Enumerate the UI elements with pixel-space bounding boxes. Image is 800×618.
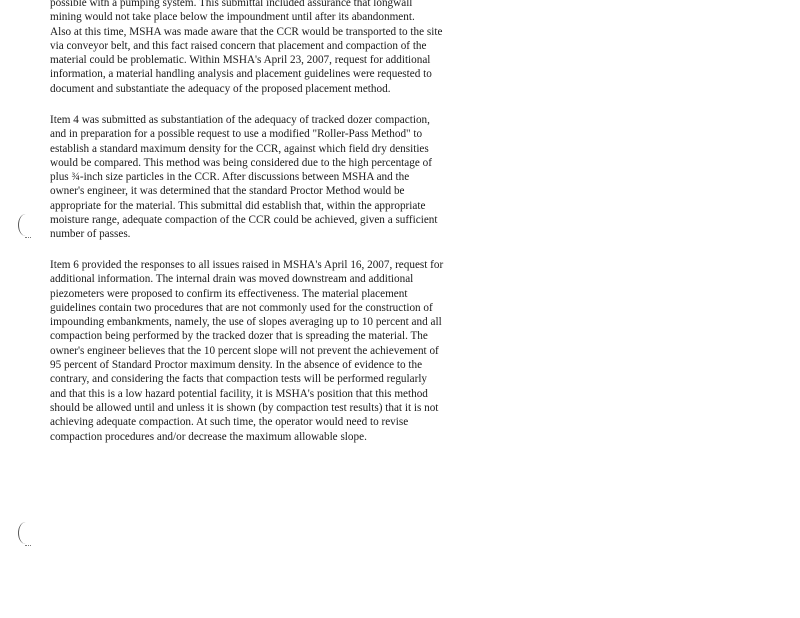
binder-hole-mark xyxy=(18,214,33,236)
text-line: piezometers were proposed to confirm its effectiveness. The material placement xyxy=(50,287,408,300)
binder-hole-mark xyxy=(18,522,33,544)
text-line: document and substantiate the adequacy of the proposed placement method. xyxy=(50,82,391,95)
text-line: information, a material handling analysis and placement guidelines were requested to xyxy=(50,68,432,81)
text-line: and in preparation for a possible request to use a modified "Roller-Pass Method" to xyxy=(50,128,423,141)
text-line: compaction being performed by the tracked dozer that is spreading the material. The xyxy=(50,330,428,343)
text-line: number of passes. xyxy=(50,228,131,241)
text-line: additional information. The internal drain was moved downstream and additional xyxy=(50,273,414,286)
text-line: establish a standard maximum density for the CCR, against which field dry densities xyxy=(50,142,429,155)
text-line: achieving adequate compaction. At such time, the operator would need to revise xyxy=(50,416,409,429)
text-line: 95 percent of Standard Proctor maximum density. In the absence of evidence to the xyxy=(50,359,423,372)
text-line: impounding embankments, namely, the use of slopes averaging up to 10 percent and all xyxy=(50,316,442,329)
text-line: Item 4 was submitted as substantiation of the adequacy of tracked dozer compaction, xyxy=(50,114,430,126)
text-line: owner's engineer, it was determined that the standard Proctor Method would be xyxy=(50,185,405,198)
text-line: plus ¾-inch size particles in the CCR. After discussions between MSHA and the xyxy=(50,171,410,184)
paragraph-pumping-system xyxy=(50,0,510,96)
text-line: contrary, and considering the facts that compaction tests will be performed regularly xyxy=(50,373,428,386)
text-line: via conveyor belt, and this fact raised concern that placement and compaction of the xyxy=(50,39,427,52)
text-line: Item 6 provided the responses to all issues raised in MSHA's April 16, 2007, request for xyxy=(50,259,444,271)
paragraph-item-6 xyxy=(50,258,510,444)
text-line: would be compared. This method was being considered due to the high percentage of xyxy=(50,156,432,169)
text-line: and that this is a low hazard potential facility, it is MSHA's position that this method xyxy=(50,387,428,400)
text-line: mining would not take place below the impoundment until after its abandonment. xyxy=(50,11,415,24)
text-line: possible with a pumping system. This submittal included assurance that longwall xyxy=(50,0,413,9)
text-line: Also at this time, MSHA was made aware that the CCR would be transported to the site xyxy=(50,25,443,38)
text-line: guidelines contain two procedures that are not commonly used for the construction of xyxy=(50,301,433,314)
text-line: moisture range, adequate compaction of the CCR could be achieved, given a sufficient xyxy=(50,214,438,227)
text-line: should be allowed until and unless it is shown (by compaction test results) that it is not xyxy=(50,401,439,414)
text-line: compaction procedures and/or decrease the maximum allowable slope. xyxy=(50,430,367,443)
text-line: material could be problematic. Within MSHA's April 23, 2007, request for additional xyxy=(50,54,431,67)
text-line: owner's engineer believes that the 10 percent slope will not prevent the achievement of xyxy=(50,344,439,357)
text-line: appropriate for the material. This submittal did establish that, within the appropriate xyxy=(50,199,426,212)
paragraph-item-4 xyxy=(50,113,510,242)
